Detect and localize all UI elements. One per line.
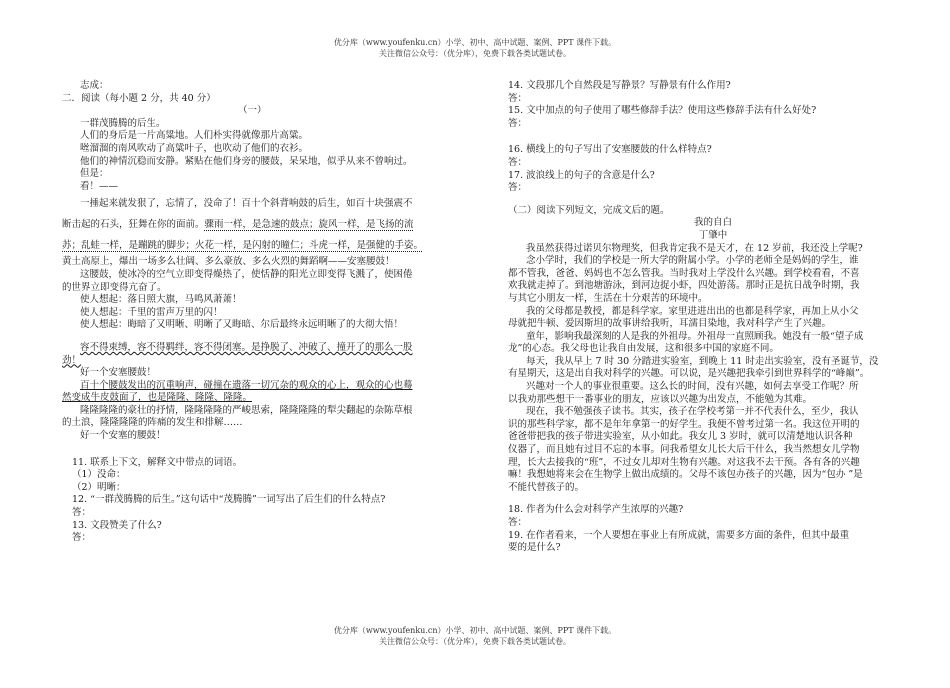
spacer bbox=[508, 494, 918, 504]
article-line: 念小学时，我们的学校是一所大学的附属小学。小学的老师全是妈妈的学生，谁 bbox=[526, 255, 859, 267]
para-10: 使人想起：落日照大旗，马鸣风萧萧！ bbox=[80, 294, 242, 306]
article-line: 与其它小朋友一样，生活在十分艰苦的环境中。 bbox=[508, 292, 708, 304]
left-column bbox=[62, 80, 472, 545]
article-line: 现在，我不勉强孩子读书。其实，孩子在学校考第一并不代表什么，至少，我认 bbox=[526, 406, 859, 418]
article-line: 龙”的心态。我父母也让我自由发展，这和很多中国的家庭不同。 bbox=[508, 343, 779, 355]
question-13: 13. 文段赞美了什么? bbox=[72, 519, 162, 531]
answer-13: 答： bbox=[72, 532, 92, 544]
underlined-line-2: 然变成牛皮鼓面了，也是隆隆、隆隆、隆隆。 bbox=[62, 392, 253, 404]
answer-14: 答： bbox=[508, 92, 528, 104]
para-15: 好一个安塞腰鼓！ bbox=[80, 367, 157, 379]
article-line: 我虽然获得过诺贝尔物理奖，但我肯定我不是天才，在 12 岁前，我还没上学呢? bbox=[526, 242, 863, 254]
answer-17: 答： bbox=[508, 182, 528, 194]
para-12: 使人想起：晦暗了又明晰、明晰了又晦暗、尔后最终永远明晰了的大彻大悟！ bbox=[80, 319, 404, 331]
article-line: 以我劝那些想干一番事业的朋友，应该以兴趣为出发点，不能勉为其难。 bbox=[508, 393, 813, 405]
article-author: 丁肇中 bbox=[698, 229, 728, 241]
wide-line-2a: 断击起的石头，狂舞在你的面前。 bbox=[62, 219, 205, 231]
article-line: 爸爸带把我的孩子带进实验室，从小如此。我女儿 3 岁时，就可以清楚地认识各种 bbox=[508, 431, 853, 443]
right-column bbox=[508, 80, 918, 555]
para-1: 一群茂腾腾的后生。 bbox=[80, 117, 166, 129]
question-19-line-2: 要的是什么? bbox=[508, 542, 561, 554]
para-2: 人们的身后是一片高粱地。人们朴实得就像那片高粱。 bbox=[80, 130, 309, 142]
wavy-line-1: 容不得束缚，容不得羁绊，容不得闭塞。是挣脱了、冲破了、撞开了的那么一股 bbox=[80, 341, 413, 353]
part2-instruction: （二）阅读下列短文，完成文后的题。 bbox=[508, 204, 670, 216]
para-6: 看！—— bbox=[80, 180, 119, 192]
article-line: 仪器了，而且她有过目不忘的本事。问我希望女儿长大后干什么，我当然想女儿学物 bbox=[508, 444, 860, 456]
question-19-line-1: 19. 在作者看来，一个人要想在事业上有所成就，需要多方面的条件，但其中最重 bbox=[508, 529, 850, 541]
article-line: 都不管我，爸爸、妈妈也不怎么管我。当时我对上学没什么兴趣。到学校看看，不喜 bbox=[508, 267, 860, 279]
footer-line-2: 关注微信公众号：（优分库），免费下载各类试题试卷。 bbox=[379, 637, 571, 646]
article-line: 有星期天，这是出自我对科学的兴趣。可以说，是兴趣把我牵引到世界科学的“峰巅”。 bbox=[508, 368, 870, 380]
wavy-line-2: 劲！ bbox=[62, 354, 82, 366]
para-8: 这腰鼓，使冰冷的空气立即变得燥热了，使恬静的阳光立即变得飞溅了，使困倦 bbox=[80, 268, 413, 280]
para-7: 黄土高原上，爆出一场多么壮阔、多么豪放、多么火烈的舞蹈啊——安塞腰鼓！ bbox=[62, 256, 395, 268]
question-11-1: （1）没命： bbox=[72, 469, 126, 481]
answer-12: 答： bbox=[72, 507, 92, 519]
header-line-2: 关注微信公众号：（优分库），免费下载各类试题试卷。 bbox=[379, 49, 571, 58]
article-line: 童年，影响我最深刻的人是我的外祖母。外祖母一直照顾我。她没有一般“望子成 bbox=[526, 330, 864, 342]
question-11-2: （2）明晰： bbox=[72, 481, 126, 493]
para-11: 使人想起：千里的雷声万里的闪！ bbox=[80, 306, 223, 318]
article-line: 每天，我从早上 7 时 30 分踏进实验室，到晚上 11 时走出实验室，没有圣诞节，没 bbox=[526, 355, 879, 367]
question-12: 12. “一群茂腾腾的后生。”这句话中“茂腾腾”一词写出了后生们的什么特点? bbox=[72, 494, 386, 506]
wide-line-3 bbox=[62, 235, 472, 256]
dotted-sentence-b: 乱蛙一样，是蹦跳的脚步；火花一样，是闪射的瞳仁；斗虎一样，是强健的手姿。 bbox=[81, 240, 424, 252]
article-line: 兴趣对一个人的事业很重要。这么长的时间，没有兴趣，如何去享受工作呢？所 bbox=[526, 381, 859, 393]
answer-15: 答： bbox=[508, 117, 528, 129]
article-title: 我的自白 bbox=[693, 217, 732, 229]
underlined-line-1: 百十个腰鼓发出的沉重响声，碰撞在遗落一切冗杂的观众的心上，观众的心也蓦 bbox=[80, 379, 413, 391]
question-15: 15. 文中加点的句子使用了哪些修辞手法？使用这些修辞手法有什么好处? bbox=[508, 105, 817, 117]
wide-line-1: 一捶起来就发狠了，忘情了，没命了！百十个斜背响鼓的后生，如百十块强震不 bbox=[80, 198, 413, 210]
part1-label: （一） bbox=[238, 105, 267, 117]
spacer bbox=[508, 195, 918, 205]
spacer bbox=[62, 332, 472, 342]
para-3: 咝溜溜的南风吹动了高粱叶子，也吹动了他们的衣衫。 bbox=[80, 142, 309, 154]
article-line: 识的那些科学家，都不是年年拿第一的好学生。我便不曾考过第一名。我这位开明的 bbox=[508, 418, 860, 430]
article-line: 欢我就走掉了。到池塘游泳，到河边捉小虾，四处游荡。那时正是抗日战争时期，我 bbox=[508, 280, 860, 292]
para-5: 但是： bbox=[80, 168, 109, 180]
article-line: 嘛！我想她将来会在生物学上做出成绩的。父母不该包办孩子的兴趣，因为“包办 ”是 bbox=[508, 469, 863, 481]
para-18: 隆隆隆隆的豪壮的抒情，隆隆隆隆的严峻思索，隆隆隆隆的犁尖翻起的杂陈草根 bbox=[80, 404, 413, 416]
wide-line-2 bbox=[62, 214, 472, 235]
question-16: 16. 横线上的句子写出了安塞腰鼓的什么样特点? bbox=[508, 144, 712, 156]
para-20: 好一个安塞的腰鼓！ bbox=[80, 430, 166, 442]
page-header bbox=[0, 37, 950, 59]
spacer bbox=[508, 130, 918, 144]
question-17: 17. 波浪线上的句子的含意是什么? bbox=[508, 169, 655, 181]
spacer bbox=[62, 443, 472, 457]
article-line: 母就把牛顿、爱因斯坦的故事讲给我听，耳濡目染地，我对科学产生了兴趣。 bbox=[508, 318, 832, 330]
dotted-sentence-a: 骤雨一样，是急速的鼓点；旋风一样，是飞扬的流 bbox=[204, 219, 414, 231]
para-4: 他们的神情沉稳而安静。紧贴在他们身旁的腰鼓，呆呆地，似乎从来不曾响过。 bbox=[80, 155, 413, 167]
para-9: 的世界立即变得亢奋了。 bbox=[62, 281, 167, 293]
section-title: 二．阅读（每小题 2 分，共 40 分） bbox=[62, 92, 216, 104]
question-11: 11. 联系上下文，解释文中带点的词语。 bbox=[72, 456, 243, 468]
para-19: 的土浪，隆隆隆隆的阵痛的发生和排解…… bbox=[62, 417, 243, 429]
article-line: 理，长大去接我的“班”，不过女儿却对生物有兴趣。对这我不去干预。各有各的兴趣 bbox=[508, 456, 860, 468]
wide-line-3a: 苏； bbox=[62, 240, 82, 252]
answer-16: 答： bbox=[508, 156, 528, 168]
question-14: 14. 文段那几个自然段是写静景？写静景有什么作用? bbox=[508, 80, 731, 91]
zhicheng-label: 志成： bbox=[80, 80, 109, 91]
article-line: 我的父母都是教授，都是科学家。家里进进出出的也都是科学家，再加上从小父 bbox=[526, 305, 859, 317]
footer-line-1: 优分库（www.youfenku.cn）小学、初中、高中试题、案例、PPT 课件下载。 bbox=[333, 626, 617, 635]
header-line-1: 优分库（www.youfenku.cn）小学、初中、高中试题、案例、PPT 课件下载。 bbox=[333, 38, 617, 47]
question-18: 18. 作者为什么会对科学产生浓厚的兴趣? bbox=[508, 504, 684, 516]
page-footer bbox=[0, 625, 950, 647]
article-line: 不能代替孩子的。 bbox=[508, 481, 585, 493]
answer-18: 答： bbox=[508, 517, 528, 528]
